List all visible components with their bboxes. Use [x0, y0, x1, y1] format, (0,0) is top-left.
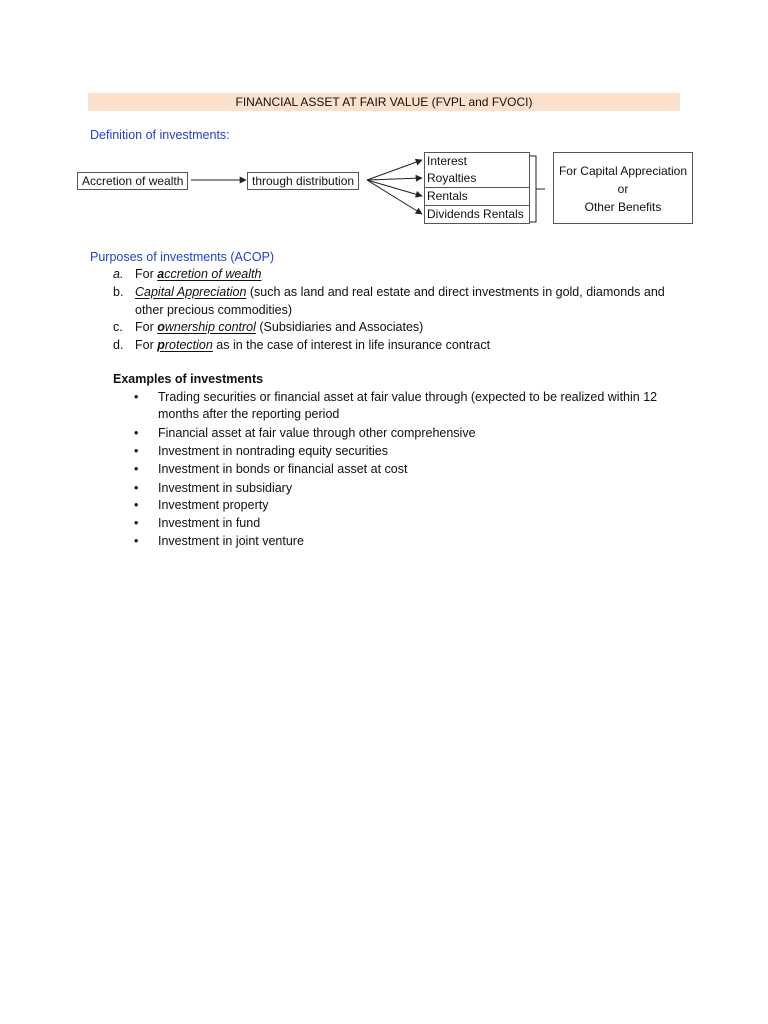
definition-heading: Definition of investments:: [90, 128, 230, 142]
bullet-icon: •: [134, 462, 139, 476]
purpose-b-em: Capital Appreciation: [135, 285, 247, 299]
example-text: months after the reporting period: [158, 407, 340, 421]
purpose-c-first: o: [157, 320, 165, 334]
example-text: Investment property: [158, 498, 269, 512]
bullet-icon: •: [134, 498, 139, 512]
purpose-c-rest: (Subsidiaries and Associates): [255, 320, 424, 334]
purpose-d-pre: For: [135, 338, 158, 352]
purpose-b-marker: b.: [113, 285, 124, 299]
purpose-a-pre: For: [135, 267, 158, 281]
purposes-heading: Purposes of investments (ACOP): [90, 250, 275, 264]
example-text: Investment in fund: [158, 516, 261, 530]
bullet-icon: •: [134, 426, 139, 440]
outcome-dividends-rentals: Dividends Rentals: [424, 206, 530, 224]
outcome-royalties: Royalties: [424, 170, 530, 188]
purpose-c-em: wnership control: [164, 320, 256, 334]
bullet-icon: •: [134, 534, 139, 548]
outcome-rentals: Rentals: [424, 188, 530, 206]
capital-line-2: or: [617, 182, 629, 196]
purpose-d-first: p: [157, 338, 165, 352]
outcome-interest: Interest: [424, 152, 530, 171]
example-text: Investment in bonds or financial asset at cost: [158, 462, 408, 476]
purpose-b-rest: (such as land and real estate and direct investments in gold, diamonds and: [246, 285, 665, 299]
example-text: Trading securities or financial asset at fair value through (expected to be realized within 12: [158, 390, 658, 404]
capital-line-1: For Capital Appreciation: [558, 164, 688, 178]
purpose-a-rest: ccretion of wealth: [164, 267, 262, 281]
accretion-box: Accretion of wealth: [77, 172, 188, 190]
page-title: FINANCIAL ASSET AT FAIR VALUE (FVPL and FVOCI): [88, 93, 680, 111]
purpose-b-cont: other precious commodities): [135, 303, 293, 317]
example-text: Financial asset at fair value through other comprehensive: [158, 426, 476, 440]
examples-heading: Examples of investments: [113, 372, 264, 386]
purpose-c-pre: For: [135, 320, 158, 334]
purpose-a-marker: a.: [113, 267, 124, 281]
purpose-c-marker: c.: [113, 320, 123, 334]
bullet-icon: •: [134, 516, 139, 530]
bullet-icon: •: [134, 481, 139, 495]
example-text: Investment in subsidiary: [158, 481, 293, 495]
example-text: Investment in joint venture: [158, 534, 304, 548]
bullet-icon: •: [134, 390, 139, 404]
purpose-a-first: a: [157, 267, 165, 281]
capital-line-3: Other Benefits: [584, 200, 662, 214]
purpose-d-marker: d.: [113, 338, 124, 352]
purpose-d-rest: as in the case of interest in life insurance contract: [212, 338, 491, 352]
bullet-icon: •: [134, 444, 139, 458]
distribution-box: through distribution: [247, 172, 359, 190]
purpose-d-em: rotection: [164, 338, 213, 352]
capital-appreciation-box: [553, 152, 693, 224]
example-text: Investment in nontrading equity securities: [158, 444, 388, 458]
